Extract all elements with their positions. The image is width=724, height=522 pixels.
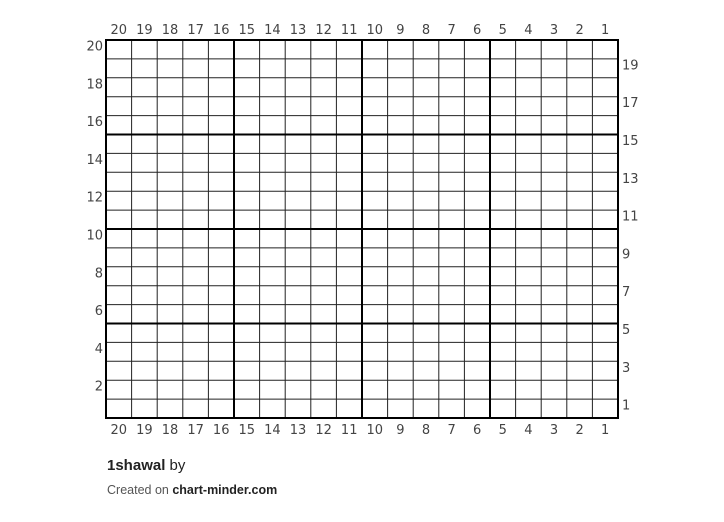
column-label-bottom: 6 <box>473 423 482 438</box>
by-label: by <box>169 457 186 474</box>
column-label-top: 9 <box>396 23 405 38</box>
created-prefix: Created on <box>107 483 169 497</box>
row-label-left: 4 <box>94 341 103 357</box>
column-label-top: 19 <box>136 23 153 38</box>
column-label-bottom: 11 <box>340 423 358 438</box>
column-label-top: 14 <box>264 23 281 38</box>
column-label-bottom: 17 <box>187 423 204 438</box>
column-label-bottom: 9 <box>396 423 405 438</box>
column-label-bottom: 19 <box>136 423 153 438</box>
row-label-right: 13 <box>622 171 639 187</box>
row-label-left: 18 <box>86 77 103 93</box>
row-label-left: 10 <box>86 228 103 244</box>
row-label-right: 5 <box>622 322 631 338</box>
column-label-top: 3 <box>549 23 559 38</box>
row-label-right: 9 <box>622 247 631 263</box>
column-label-top: 16 <box>212 23 230 38</box>
column-label-bottom: 5 <box>498 423 507 438</box>
column-label-bottom: 10 <box>366 423 384 438</box>
column-label-top: 6 <box>473 23 482 38</box>
created-on-line <box>107 483 277 497</box>
row-label-left: 14 <box>86 152 103 168</box>
column-label-top: 12 <box>315 23 332 38</box>
column-label-top: 18 <box>161 23 179 38</box>
column-label-bottom: 16 <box>212 423 230 438</box>
column-label-top: 1 <box>601 23 610 38</box>
pattern-title <box>107 457 185 474</box>
column-label-top: 5 <box>498 23 507 38</box>
row-label-right: 1 <box>622 398 631 414</box>
column-label-top: 13 <box>289 23 307 38</box>
column-label-bottom: 4 <box>524 423 533 438</box>
column-label-top: 17 <box>187 23 204 38</box>
row-label-right: 11 <box>622 209 639 225</box>
column-label-bottom: 8 <box>421 423 431 438</box>
site-link[interactable]: chart-minder.com <box>172 483 278 497</box>
row-label-right: 17 <box>622 96 639 112</box>
column-label-top: 2 <box>575 23 584 38</box>
row-label-right: 15 <box>622 133 639 149</box>
column-label-top: 7 <box>447 23 456 38</box>
row-label-left: 20 <box>86 39 103 55</box>
column-label-top: 20 <box>110 23 128 38</box>
row-label-right: 3 <box>622 360 631 376</box>
column-label-bottom: 1 <box>601 423 610 438</box>
column-label-bottom: 3 <box>549 423 559 438</box>
row-label-left: 6 <box>94 304 103 320</box>
column-label-bottom: 18 <box>161 423 179 438</box>
column-label-top: 15 <box>238 23 256 38</box>
column-label-top: 8 <box>421 23 431 38</box>
column-label-top: 10 <box>366 23 384 38</box>
row-label-left: 16 <box>86 115 103 131</box>
row-label-right: 7 <box>622 285 631 301</box>
row-label-left: 12 <box>86 190 103 206</box>
column-label-bottom: 12 <box>315 423 332 438</box>
column-label-bottom: 2 <box>575 423 584 438</box>
column-label-bottom: 7 <box>447 423 456 438</box>
column-label-bottom: 13 <box>289 423 307 438</box>
column-label-bottom: 20 <box>110 423 128 438</box>
row-label-right: 19 <box>622 58 639 74</box>
column-label-bottom: 14 <box>264 423 281 438</box>
column-label-top: 11 <box>340 23 358 38</box>
column-label-bottom: 15 <box>238 423 256 438</box>
row-label-left: 2 <box>94 379 103 395</box>
column-label-top: 4 <box>524 23 533 38</box>
row-label-left: 8 <box>94 266 103 282</box>
pattern-name: 1shawal <box>107 457 166 474</box>
